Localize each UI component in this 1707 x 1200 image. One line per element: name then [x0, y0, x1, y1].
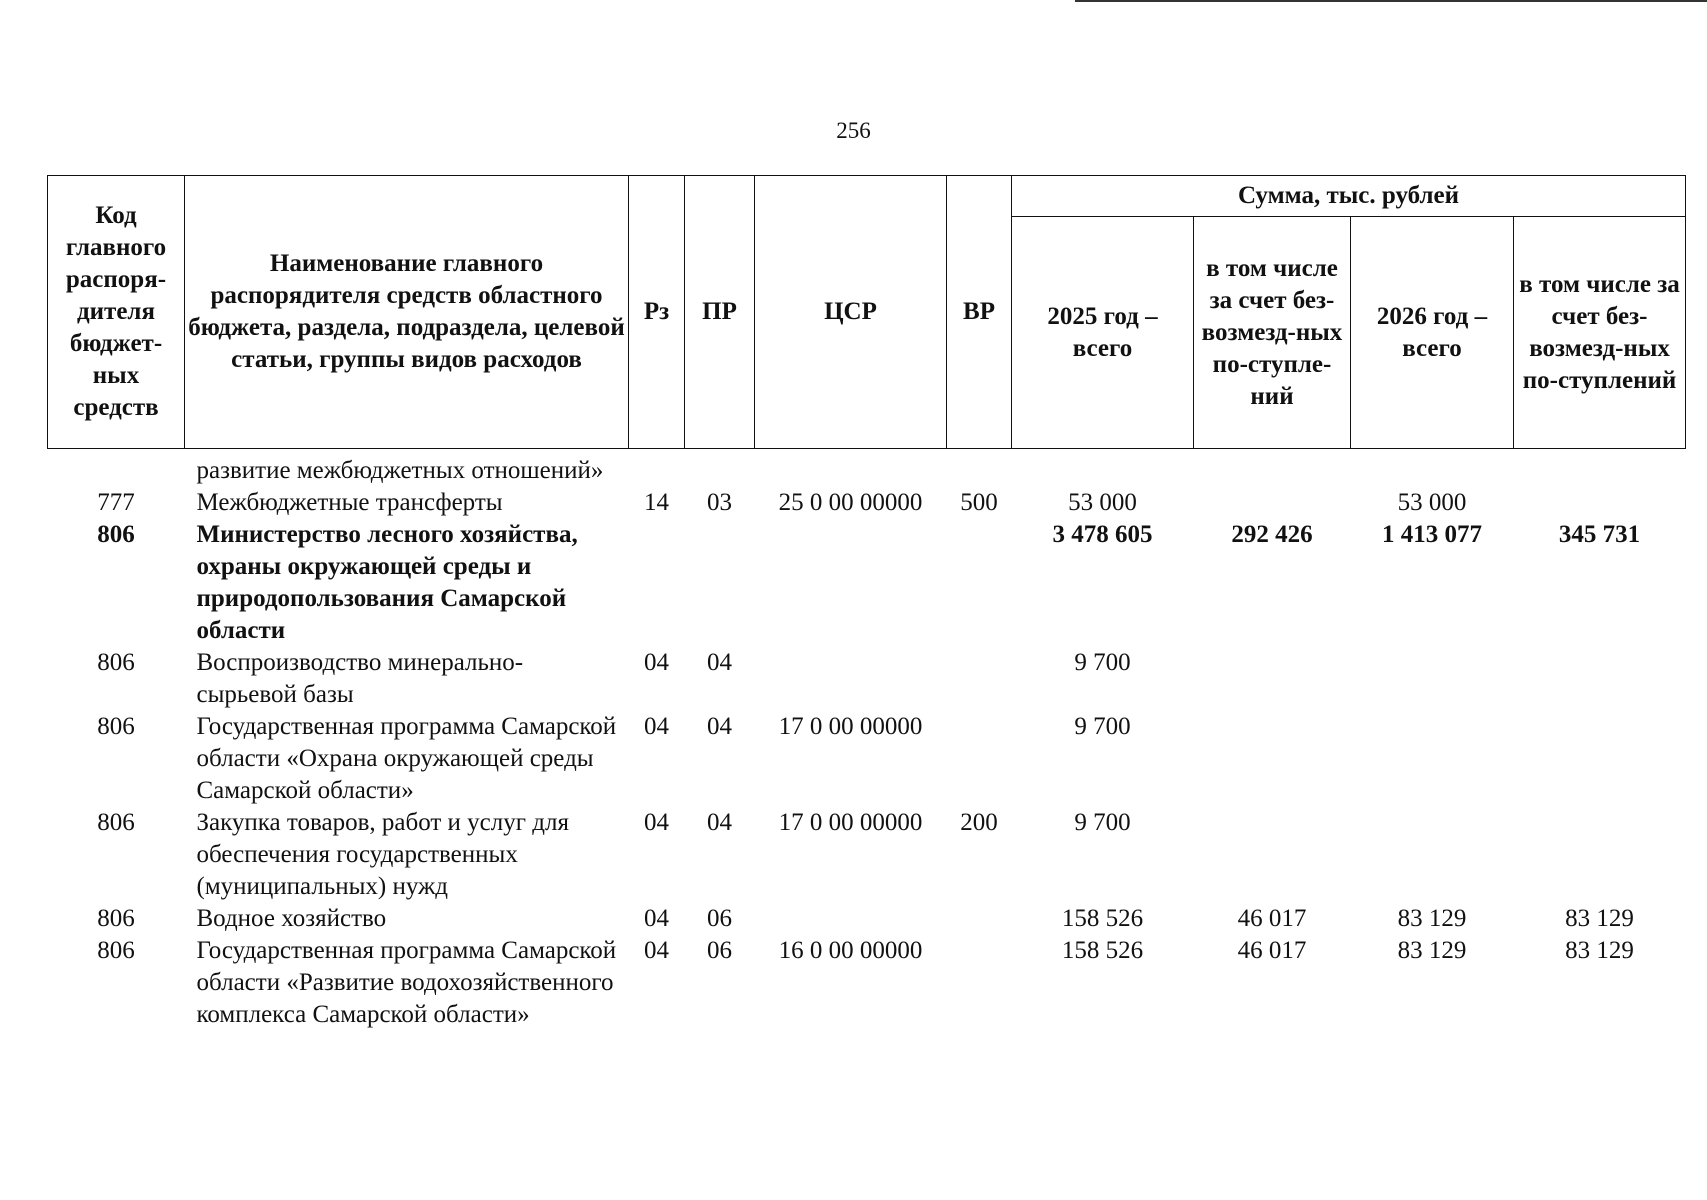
- cell-pr: 06: [707, 905, 732, 932]
- header-2025-total: 2025 год – всего: [1012, 217, 1194, 449]
- cell-name: Водное хозяйство: [196, 905, 387, 932]
- table-row: [48, 935, 1686, 1031]
- cell-name: Министерство лесного хозяйства, охраны окружающей среды и природопользования Самарской области: [196, 521, 578, 644]
- header-sum-group: Сумма, тыс. рублей: [1012, 176, 1686, 217]
- cell-csr: [755, 519, 947, 647]
- top-border-line: [1075, 0, 1707, 2]
- cell-code: 806: [97, 809, 135, 836]
- cell-name: Воспроизводство минерально-сырьевой базы: [196, 649, 524, 708]
- header-pr: ПР: [685, 176, 755, 449]
- cell-2025-total: 9 700: [1074, 713, 1131, 740]
- cell-rz: 04: [644, 809, 669, 836]
- cell-csr: 17 0 00 00000: [778, 713, 923, 740]
- cell-2025-free: 46 017: [1237, 937, 1307, 964]
- cell-2026-free: [1514, 449, 1686, 488]
- cell-csr: 17 0 00 00000: [778, 809, 923, 836]
- cell-name: Государственная программа Самарской области «Развитие водохозяйственного комплекса Самарской области»: [196, 937, 617, 1028]
- table-row: [48, 519, 1686, 647]
- cell-2025-total: 9 700: [1074, 809, 1131, 836]
- table-row: [48, 711, 1686, 807]
- header-2026-total: 2026 год – всего: [1351, 217, 1514, 449]
- table-row: [48, 903, 1686, 935]
- cell-vr: [947, 903, 1012, 935]
- cell-2026-total: [1351, 807, 1514, 903]
- cell-2025-free: [1194, 487, 1351, 519]
- cell-vr: [947, 449, 1012, 488]
- cell-2026-free: 345 731: [1558, 521, 1641, 548]
- cell-2025-free: [1194, 711, 1351, 807]
- cell-rz: 04: [644, 649, 669, 676]
- cell-2025-free: 46 017: [1237, 905, 1307, 932]
- cell-code: 777: [97, 489, 135, 516]
- cell-2026-free: [1514, 711, 1686, 807]
- header-name: Наименование главного распорядителя средств областного бюджета, раздела, подраздела, целевой статьи, группы видов расходов: [185, 176, 629, 449]
- cell-2025-total: 53 000: [1068, 489, 1137, 516]
- cell-vr: [947, 647, 1012, 711]
- table-row: [48, 647, 1686, 711]
- cell-2026-total: [1351, 647, 1514, 711]
- cell-rz: [629, 449, 685, 488]
- header-code: Код главного распоря-дителя бюджет-ных средств: [48, 176, 185, 449]
- header-2025-free: в том числе за счет без-возмезд-ных по-ступле-ний: [1194, 217, 1351, 449]
- cell-code: 806: [97, 521, 135, 548]
- cell-2026-total: 83 129: [1397, 905, 1467, 932]
- cell-code: 806: [97, 937, 135, 964]
- cell-rz: 14: [644, 489, 669, 516]
- cell-2026-free: 83 129: [1565, 905, 1634, 932]
- header-row-1: [48, 176, 1686, 217]
- cell-code: 806: [97, 713, 135, 740]
- cell-name: Государственная программа Самарской области «Охрана окружающей среды Самарской области»: [196, 713, 617, 804]
- cell-2026-total: 83 129: [1397, 937, 1467, 964]
- budget-table: [47, 175, 1686, 1031]
- header-vr: ВР: [947, 176, 1012, 449]
- cell-vr: [947, 935, 1012, 1031]
- cell-vr: [947, 519, 1012, 647]
- cell-rz: 04: [644, 905, 669, 932]
- table-row: [48, 449, 1686, 488]
- header-rz: Рз: [629, 176, 685, 449]
- header-2026-free: в том числе за счет без-возмезд-ных по-ступлений: [1514, 217, 1686, 449]
- cell-2025-total: 3 478 605: [1052, 521, 1153, 548]
- cell-csr: 16 0 00 00000: [778, 937, 923, 964]
- cell-csr: [755, 903, 947, 935]
- cell-code: 806: [97, 649, 135, 676]
- cell-name: Закупка товаров, работ и услуг для обеспечения государственных (муниципальных) нужд: [196, 809, 569, 900]
- cell-2025-free: 292 426: [1231, 521, 1313, 548]
- cell-pr: 04: [707, 649, 732, 676]
- cell-2025-total: 158 526: [1061, 905, 1144, 932]
- cell-rz: 04: [644, 713, 669, 740]
- cell-vr: 500: [960, 489, 998, 516]
- cell-pr: 04: [707, 713, 732, 740]
- table-body: [48, 449, 1686, 1032]
- cell-name: Межбюджетные трансферты: [196, 489, 503, 516]
- cell-2026-free: [1514, 647, 1686, 711]
- cell-rz: 04: [644, 937, 669, 964]
- cell-vr: [947, 711, 1012, 807]
- cell-2025-free: [1194, 449, 1351, 488]
- table-row: [48, 487, 1686, 519]
- cell-2025-total: 9 700: [1074, 649, 1131, 676]
- table-header: [48, 176, 1686, 449]
- cell-2026-total: 53 000: [1397, 489, 1467, 516]
- cell-2025-total: 158 526: [1061, 937, 1144, 964]
- cell-code: 806: [97, 905, 135, 932]
- cell-2025-free: [1194, 807, 1351, 903]
- cell-name: развитие межбюджетных отношений»: [196, 457, 604, 484]
- cell-pr: 06: [707, 937, 732, 964]
- cell-2026-free: 83 129: [1565, 937, 1634, 964]
- cell-rz: [629, 519, 685, 647]
- cell-2025-total: [1012, 449, 1194, 488]
- cell-2026-total: [1351, 449, 1514, 488]
- cell-pr: [685, 449, 755, 488]
- cell-pr: [685, 519, 755, 647]
- cell-2025-free: [1194, 647, 1351, 711]
- cell-csr: 25 0 00 00000: [778, 489, 923, 516]
- cell-pr: 03: [707, 489, 732, 516]
- cell-2026-free: [1514, 487, 1686, 519]
- cell-code: [48, 449, 185, 488]
- cell-2026-total: 1 413 077: [1382, 521, 1482, 548]
- cell-csr: [755, 449, 947, 488]
- page-number: 256: [836, 118, 871, 143]
- cell-2026-total: [1351, 711, 1514, 807]
- cell-csr: [755, 647, 947, 711]
- header-csr: ЦСР: [755, 176, 947, 449]
- cell-vr: 200: [960, 809, 998, 836]
- cell-2026-free: [1514, 807, 1686, 903]
- table-row: [48, 807, 1686, 903]
- cell-pr: 04: [707, 809, 732, 836]
